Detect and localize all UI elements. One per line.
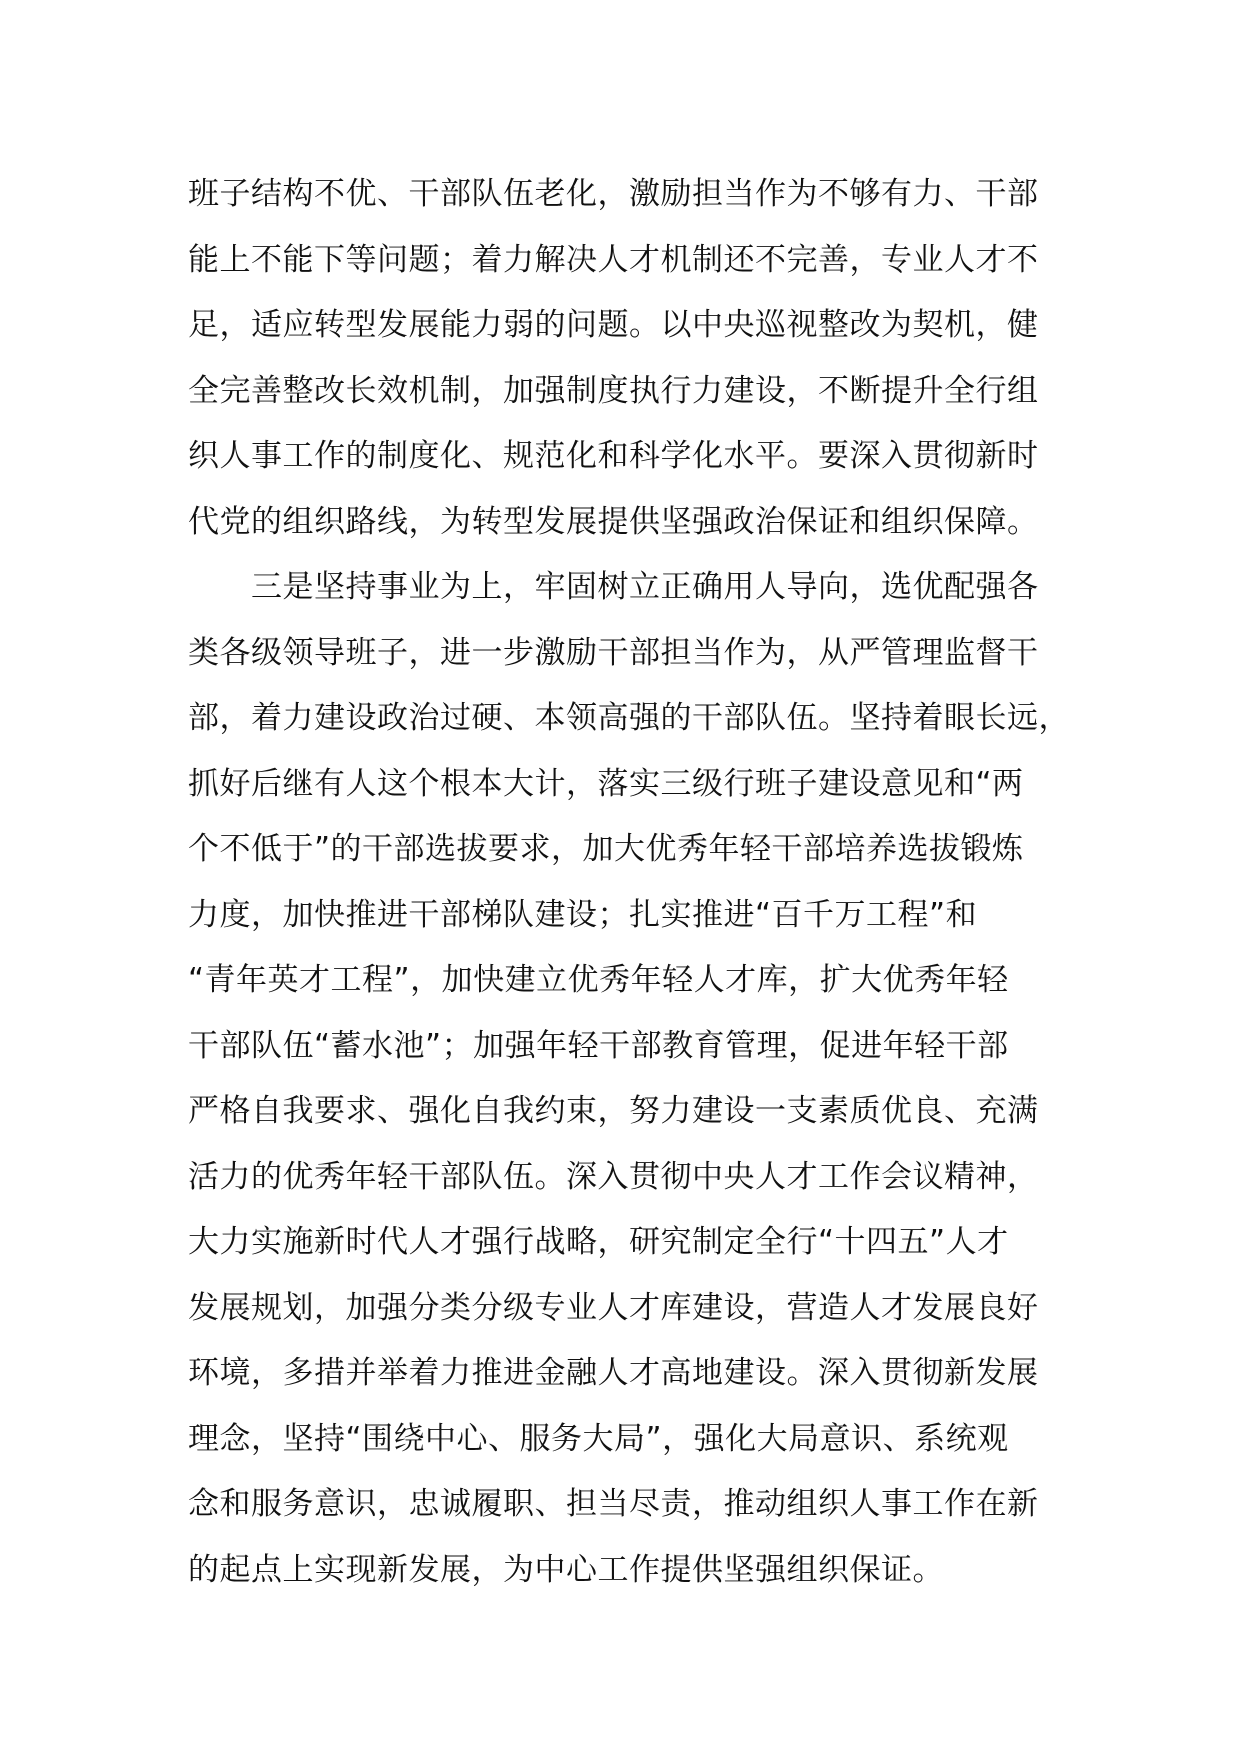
text-line: 部，着力建设政治过硬、本领高强的干部队伍。坚持着眼长远， xyxy=(188,700,1070,736)
text-line: 大力实施新时代人才强行战略，研究制定全行“十四五”人才 xyxy=(188,1224,1009,1260)
text-line: 干部队伍“蓄水池”；加强年轻干部教育管理，促进年轻干部 xyxy=(188,1027,1009,1064)
text-line: “青年英才工程”，加快建立优秀年轻人才库，扩大优秀年轻 xyxy=(188,962,1009,998)
text-line: 织人事工作的制度化、规范化和科学化水平。要深入贯彻新时 xyxy=(188,438,1039,474)
text-line: 类各级领导班子，进一步激励干部担当作为，从严管理监督干 xyxy=(188,634,1039,671)
text-line: 班子结构不优、干部队伍老化，激励担当作为不够有力、干部 xyxy=(188,176,1039,212)
text-line: 的起点上实现新发展，为中心工作提供坚强组织保证。 xyxy=(188,1551,944,1588)
text-line: 抓好后继有人这个根本大计，落实三级行班子建设意见和“两 xyxy=(188,765,1024,802)
text-line: 理念，坚持“围绕中心、服务大局”，强化大局意识、系统观 xyxy=(188,1420,1009,1457)
text-line: 个不低于”的干部选拔要求，加大优秀年轻干部培养选拔锻炼 xyxy=(188,831,1024,867)
text-line: 发展规划，加强分类分级专业人才库建设，营造人才发展良好 xyxy=(188,1289,1039,1326)
text-line: 严格自我要求、强化自我约束，努力建设一支素质优良、充满 xyxy=(188,1093,1039,1129)
text-line: 能上不能下等问题；着力解决人才机制还不完善，专业人才不 xyxy=(188,241,1039,278)
text-line: 足，适应转型发展能力弱的问题。以中央巡视整改为契机，健 xyxy=(188,307,1039,343)
text-line: 代党的组织路线，为转型发展提供坚强政治保证和组织保障。 xyxy=(188,503,1039,540)
body-text xyxy=(188,162,1070,1603)
text-line: 力度，加快推进干部梯队建设；扎实推进“百千万工程”和 xyxy=(188,896,978,933)
text-line: 活力的优秀年轻干部队伍。深入贯彻中央人才工作会议精神， xyxy=(188,1158,1039,1195)
text-line: 全完善整改长效机制，加强制度执行力建设，不断提升全行组 xyxy=(188,372,1039,409)
paragraph-start-line: 三是坚持事业为上，牢固树立正确用人导向，选优配强各 xyxy=(188,569,1039,605)
text-line: 念和服务意识，忠诚履职、担当尽责，推动组织人事工作在新 xyxy=(188,1486,1039,1522)
text-line: 环境，多措并举着力推进金融人才高地建设。深入贯彻新发展 xyxy=(188,1355,1039,1391)
